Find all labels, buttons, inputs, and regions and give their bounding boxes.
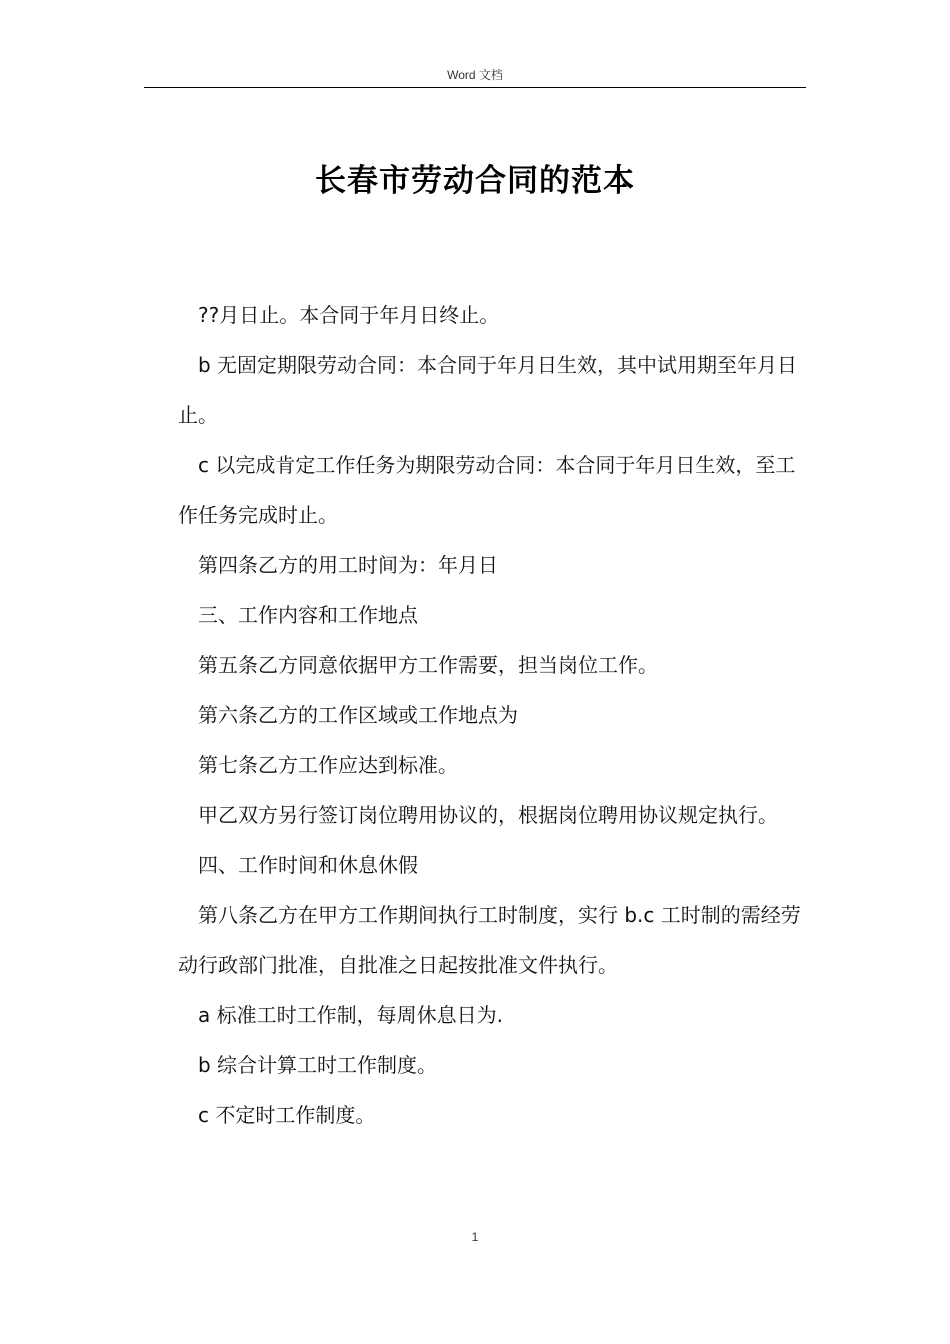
list-item: b 综合计算工时工作制度。 <box>198 1053 438 1077</box>
paragraph: 第八条乙方在甲方工作期间执行工时制度，实行 b.c 工时制的需经劳动行政部门批准，自批准之日起按批准文件执行。 <box>178 903 801 977</box>
paragraph: 第六条乙方的工作区域或工作地点为 <box>198 703 518 727</box>
list-item: c 不定时工作制度。 <box>198 1103 376 1127</box>
document-title: 长春市劳动合同的范本 <box>315 163 635 199</box>
paragraph: c 以完成肯定工作任务为期限劳动合同：本合同于年月日生效，至工作任务完成时止。 <box>178 453 796 527</box>
paragraph: 第五条乙方同意依据甲方工作需要，担当岗位工作。 <box>198 653 658 677</box>
section-heading: 四、工作时间和休息休假 <box>198 853 418 877</box>
paragraph: b 无固定期限劳动合同：本合同于年月日生效，其中试用期至年月日止。 <box>178 353 798 427</box>
paragraph: 第四条乙方的用工时间为：年月日 <box>198 553 498 577</box>
page-number: 1 <box>471 1230 479 1244</box>
paragraph: ??月日止。本合同于年月日终止。 <box>198 303 500 327</box>
paragraph: 甲乙双方另行签订岗位聘用协议的，根据岗位聘用协议规定执行。 <box>198 803 778 827</box>
section-heading: 三、工作内容和工作地点 <box>198 603 418 627</box>
header-divider <box>144 87 806 88</box>
list-item: a 标准工时工作制，每周休息日为. <box>198 1003 503 1027</box>
paragraph: 第七条乙方工作应达到标准。 <box>198 753 458 777</box>
page-header: Word 文档 <box>447 68 503 82</box>
document-body <box>178 290 806 1140</box>
